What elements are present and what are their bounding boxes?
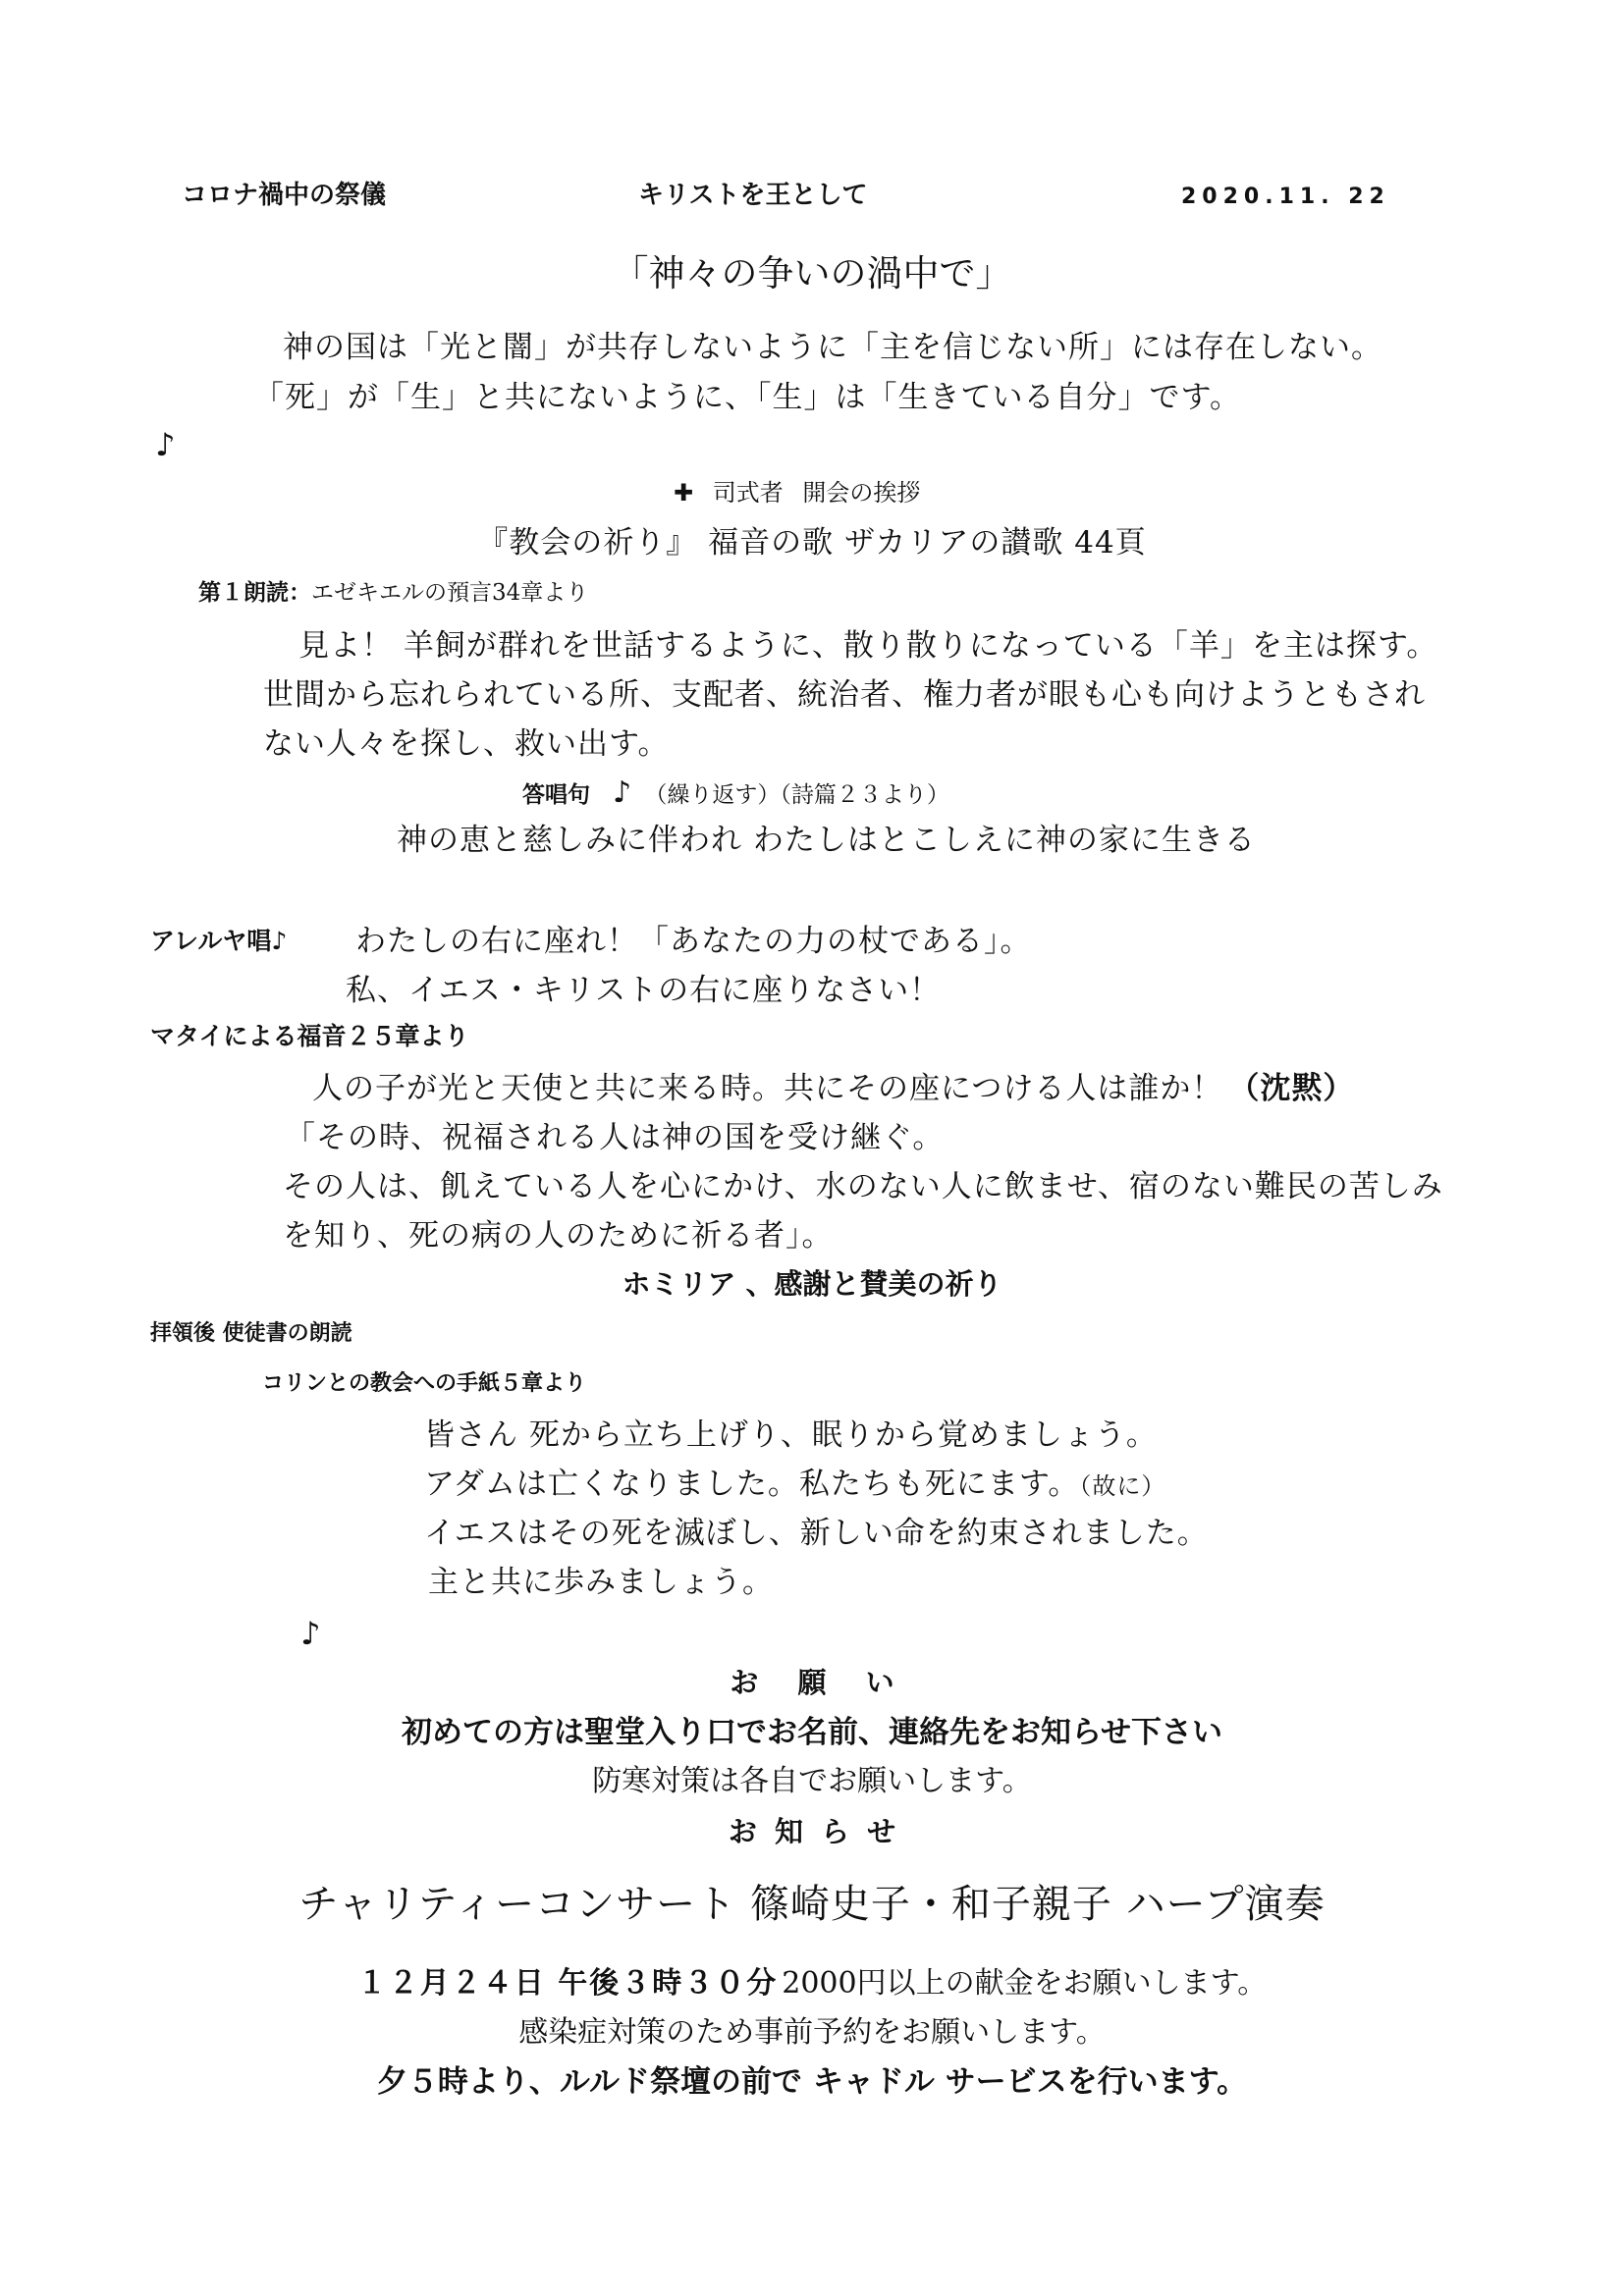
concert-date-time: １２月２４日 午後３時３０分: [356, 1966, 779, 2001]
epistle-line-2-aside: （故に）: [1079, 1472, 1166, 1500]
gospel-line-3: その人は、飢えている人を心にかけ、水のない人に飲ませ、宿のない難民の苦しみ: [283, 1169, 1443, 1204]
alleluia-line-2: 私、イエス・キリストの右に座りなさい！: [346, 973, 942, 1008]
responsorial-heading: [522, 775, 949, 810]
first-reading-line-3: ない人々を探し、救い出す。: [263, 726, 670, 762]
epistle-line-2: アダムは亡くなりました。私たちも死にます。: [424, 1467, 1080, 1502]
epistle-line-4: 主と共に歩みましょう。: [428, 1565, 774, 1600]
candle-service-line: 夕５時より、ルルド祭壇の前で キャドル サービスを行います。: [376, 2064, 1248, 2100]
first-reading-heading: [198, 582, 588, 605]
intro-line-1: 神の国は「光と闇」が共存しないように「主を信じない所」には存在しない。: [283, 330, 1382, 365]
responsorial-detail: （繰り返す）（詩篇２３より）: [644, 782, 949, 808]
header-date: 2020.11. 22: [1181, 185, 1390, 209]
first-reading-line-1: 見よ！ 羊飼が群れを世話するように、散り散りになっている「羊」を主は探す。: [298, 628, 1438, 664]
homily-heading: ホミリア 、感謝と賛美の祈り: [622, 1267, 1002, 1301]
concert-date-row: [0, 1966, 1624, 2001]
alleluia-line-1: わたしの右に座れ！「あなたの力の杖である」。: [355, 924, 1032, 959]
after-communion-label: 拝領後 使徒書の朗読: [150, 1321, 352, 1346]
gospel-line-2: 「その時、祝福される人は神の国を受け継ぐ。: [285, 1120, 945, 1155]
first-reading-label: 第１朗読：: [198, 580, 311, 606]
responsorial-note-icon: ♪: [613, 775, 632, 810]
first-reading-line-2: 世間から忘れられている所、支配者、統治者、権力者が眼も心も向けようともされ: [263, 677, 1426, 713]
opening-hymn: 『教会の祈り』 福音の歌 ザカリアの讃歌 44頁: [477, 525, 1147, 561]
gospel-line-4: を知り、死の病の人のために祈る者」。: [283, 1218, 834, 1254]
music-note-icon-2: ♪: [300, 1615, 321, 1652]
gospel-label: マタイによる福音２５章より: [150, 1022, 469, 1050]
responsorial-label: 答唱句: [522, 782, 590, 808]
epistle-line-1: 皆さん 死から立ち上げり、眠りから覚めましょう。: [424, 1417, 1158, 1453]
intro-line-2: 「死」が「生」と共にないように、「生」は「生きている自分」です。: [253, 380, 1242, 415]
gospel-line-1-row: [312, 1071, 1355, 1106]
music-note-icon: ♪: [155, 426, 176, 463]
opening-cross-label: ✚ 司式者 開会の挨拶: [674, 479, 921, 507]
request-line-2: 防寒対策は各自でお願いします。: [592, 1764, 1032, 1798]
header-left: コロナ禍中の祭儀: [182, 181, 387, 210]
concert-line: チャリティーコンサート 篠崎史子・和子親子 ハープ演奏: [298, 1882, 1326, 1927]
header-center: キリストを王として: [638, 181, 868, 210]
reservation-line: 感染症対策のため事前予約をお願いします。: [518, 2015, 1106, 2050]
request-heading: お 願 い: [730, 1666, 894, 1699]
epistle-source: コリンとの教会への手紙５章より: [262, 1371, 587, 1396]
notice-heading: お 知 ら せ: [728, 1815, 896, 1848]
gospel-silence: （沈黙）: [1228, 1071, 1355, 1106]
concert-donation: 2000円以上の献金をお願いします。: [782, 1966, 1268, 2001]
responsorial-text: 神の恵と慈しみに伴われ わたしはとこしえに神の家に生きる: [397, 823, 1256, 858]
page-title: 「神々の争いの渦中で」: [612, 252, 1012, 294]
epistle-line-2-row: [424, 1469, 1165, 1500]
request-line-1: 初めての方は聖堂入り口でお名前、連絡先をお知らせ下さい: [401, 1715, 1223, 1750]
first-reading-source: エゼキエルの預言34章より: [311, 580, 589, 606]
alleluia-label: アレルヤ唱♪: [150, 927, 288, 955]
gospel-line-1: 人の子が光と天使と共に来る時。共にその座につける人は誰か！: [312, 1071, 1223, 1106]
epistle-line-3: イエスはその死を滅ぼし、新しい命を約束されました。: [424, 1516, 1209, 1551]
